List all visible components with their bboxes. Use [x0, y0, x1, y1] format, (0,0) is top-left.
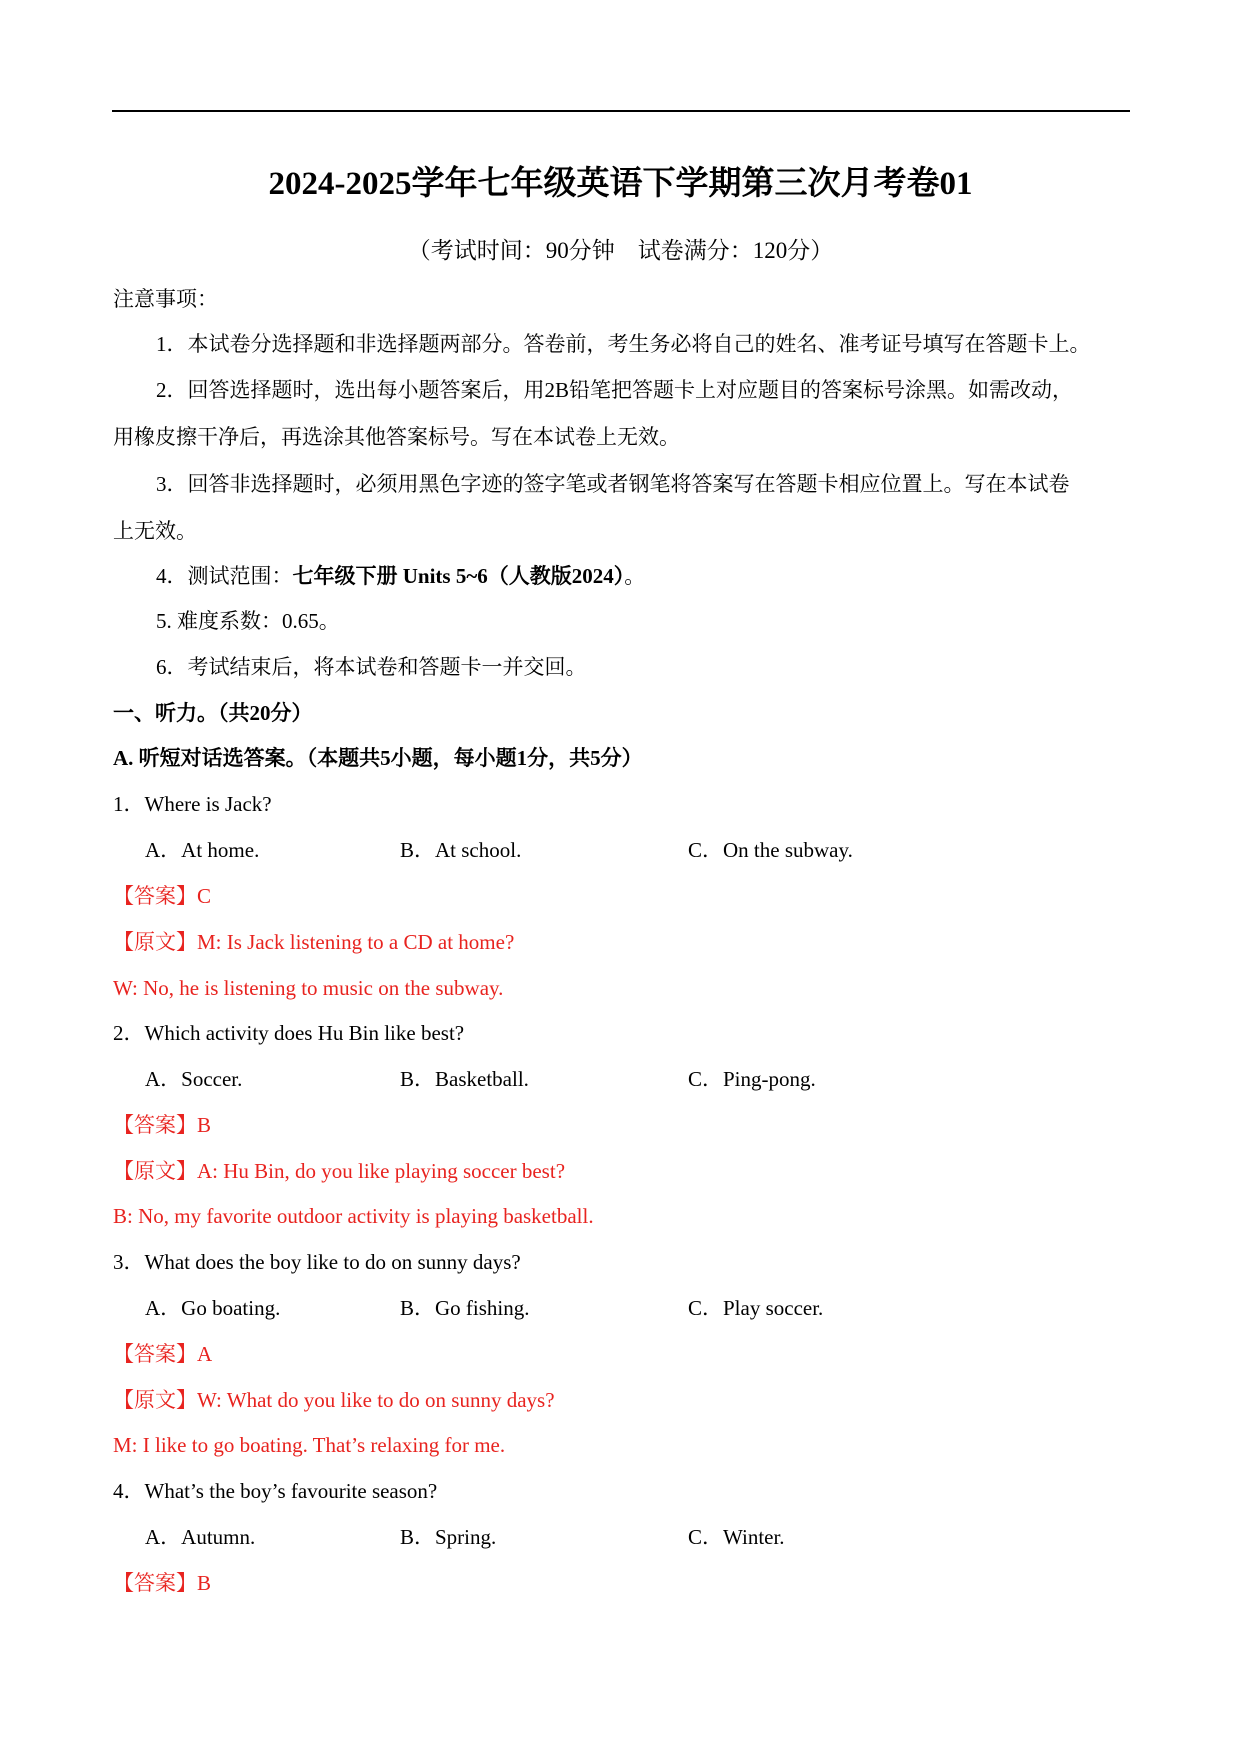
question-4-stem: 4．What’s the boy’s favourite season?: [113, 1479, 438, 1503]
notes-heading: 注意事项：: [113, 287, 218, 311]
question-4-answer: 【答案】B: [113, 1571, 212, 1595]
question-2-answer: 【答案】B: [113, 1113, 212, 1137]
exam-info: （考试时间：90分钟 试卷满分：120分）: [407, 238, 834, 263]
note-item-5: 5. 难度系数：0.65。: [156, 609, 340, 633]
question-1-option-a: A．At home.: [145, 838, 260, 862]
question-3-script-line-1: 【原文】W: What do you like to do on sunny days?: [113, 1388, 555, 1412]
note-item-6: 6．考试结束后，将本试卷和答题卡一并交回。: [156, 655, 587, 679]
question-4-option-a: A．Autumn.: [145, 1525, 256, 1549]
question-2-script-line-2: B: No, my favorite outdoor activity is playing basketball.: [113, 1204, 594, 1228]
header-rule: [112, 110, 1130, 112]
question-1-answer: 【答案】C: [113, 884, 212, 908]
question-3-option-a: A．Go boating.: [145, 1296, 281, 1320]
question-1-script-line-2: W: No, he is listening to music on the subway.: [113, 976, 504, 1000]
note-item-2-line-2: 用橡皮擦干净后，再选涂其他答案标号。写在本试卷上无效。: [113, 425, 680, 449]
question-3-script-line-2: M: I like to go boating. That’s relaxing for me.: [113, 1433, 506, 1457]
question-1-option-c: C．On the subway.: [688, 838, 853, 862]
note-item-3-line-2: 上无效。: [113, 519, 197, 543]
question-1-stem: 1．Where is Jack?: [113, 792, 272, 816]
question-4-option-c: C．Winter.: [688, 1525, 785, 1549]
question-1-script-line-1: 【原文】M: Is Jack listening to a CD at home?: [113, 930, 515, 954]
note-item-1: 1．本试卷分选择题和非选择题两部分。答卷前，考生务必将自己的姓名、准考证号填写在答题卡上。: [156, 332, 1091, 356]
note-item-4-suffix: 。: [624, 564, 646, 588]
note-item-4-prefix: 4．测试范围：: [156, 564, 293, 588]
note-item-3-line-1: 3．回答非选择题时，必须用黑色字迹的签字笔或者钢笔将答案写在答题卡相应位置上。写在本试卷: [156, 472, 1070, 496]
note-item-4: [156, 563, 645, 589]
question-2-script-line-1: 【原文】A: Hu Bin, do you like playing soccer best?: [113, 1159, 566, 1183]
question-3-answer: 【答案】A: [113, 1342, 213, 1366]
question-1-option-b: B．At school.: [400, 838, 522, 862]
question-2-stem: 2．Which activity does Hu Bin like best?: [113, 1021, 465, 1045]
question-2-option-c: C．Ping-pong.: [688, 1067, 816, 1091]
section-heading-listening: 一、听力。（共20分）: [113, 701, 313, 725]
question-2-option-b: B．Basketball.: [400, 1067, 529, 1091]
question-3-stem: 3．What does the boy like to do on sunny days?: [113, 1250, 521, 1274]
note-item-2-line-1: 2．回答选择题时，选出每小题答案后，用2B铅笔把答题卡上对应题目的答案标号涂黑。如需改动，: [156, 378, 1074, 402]
question-3-option-c: C．Play soccer.: [688, 1296, 824, 1320]
question-4-option-b: B．Spring.: [400, 1525, 497, 1549]
test-scope: 七年级下册 Units 5~6（人教版2024）: [292, 564, 625, 588]
document-title: 2024-2025学年七年级英语下学期第三次月考卷01: [268, 166, 973, 202]
part-a-heading: A. 听短对话选答案。（本题共5小题，每小题1分，共5分）: [113, 746, 643, 770]
question-2-option-a: A．Soccer.: [145, 1067, 243, 1091]
question-3-option-b: B．Go fishing.: [400, 1296, 530, 1320]
